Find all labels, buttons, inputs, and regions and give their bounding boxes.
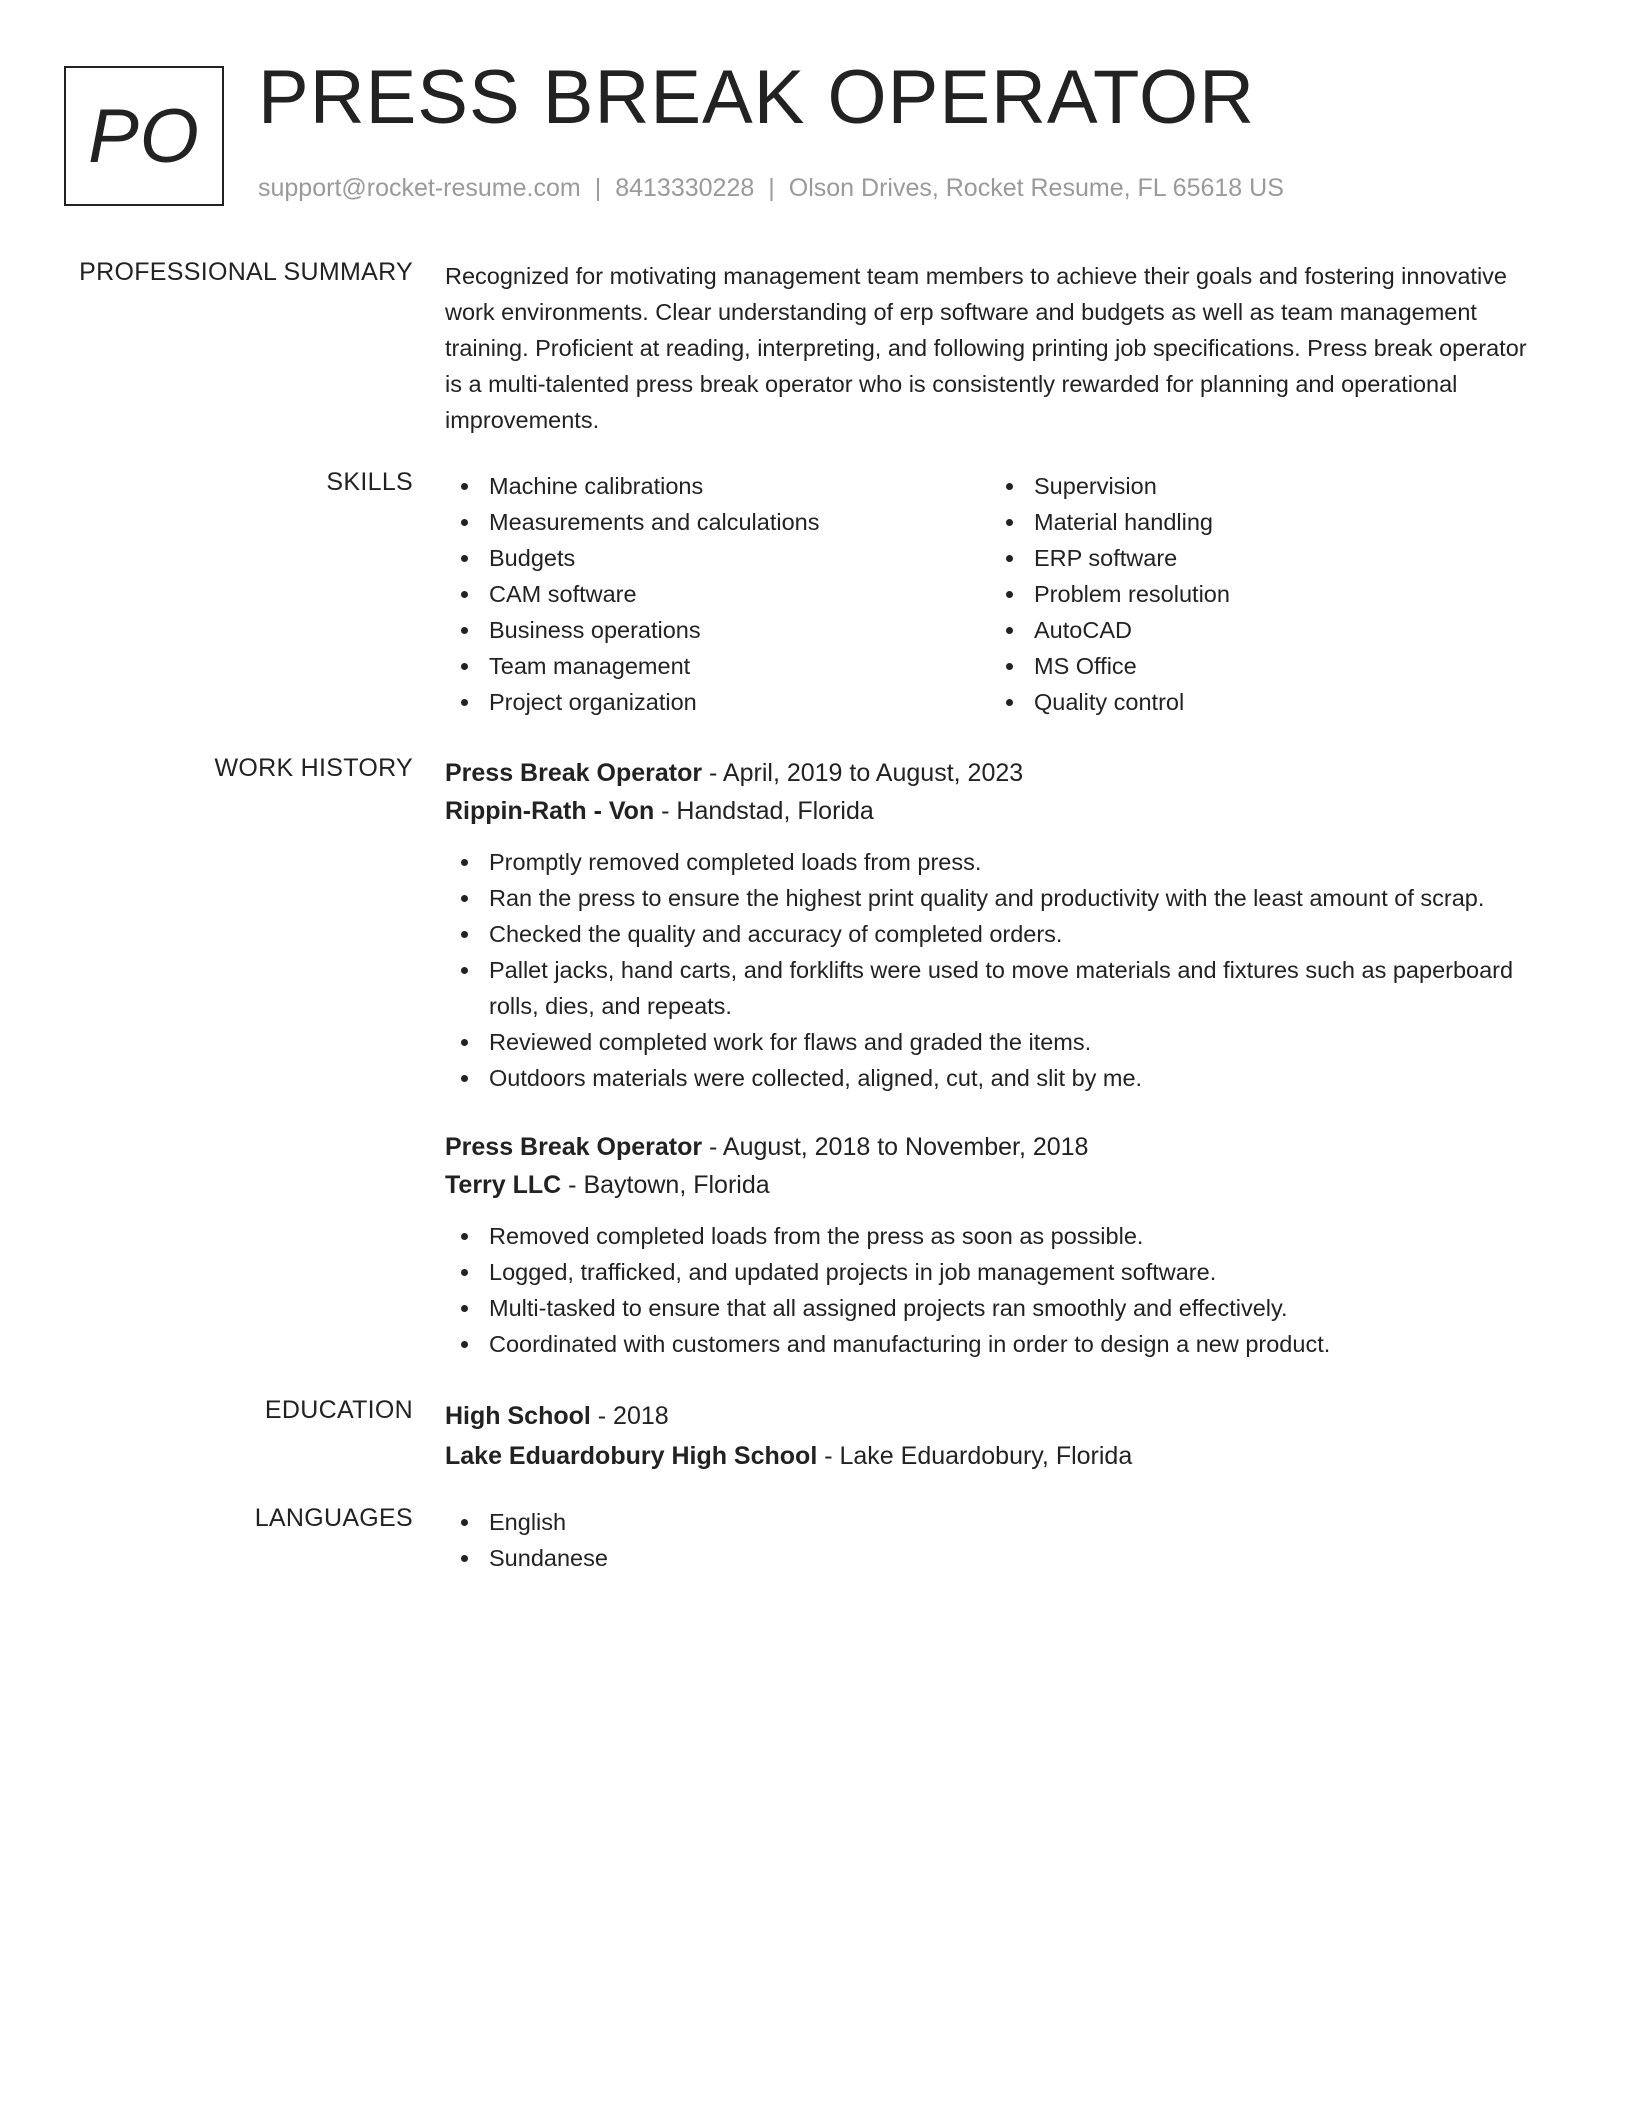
skill-item: Project organization bbox=[445, 684, 985, 720]
education-school: Lake Eduardobury High School bbox=[445, 1442, 818, 1470]
job-company-line bbox=[445, 1166, 1545, 1204]
job-bullet: Coordinated with customers and manufacturing in order to design a new product. bbox=[445, 1326, 1545, 1362]
job-bullet: Reviewed completed work for flaws and graded the items. bbox=[445, 1024, 1545, 1060]
monogram-badge bbox=[64, 66, 224, 206]
section-label-education: EDUCATION bbox=[264, 1396, 413, 1424]
job-title-line bbox=[445, 1128, 1545, 1166]
job-bullet: Removed completed loads from the press as soon as possible. bbox=[445, 1218, 1545, 1254]
skills-list-left bbox=[445, 468, 985, 720]
job-dates: - April, 2019 to August, 2023 bbox=[702, 759, 1024, 787]
languages-list bbox=[445, 1504, 1545, 1576]
job-company: Terry LLC bbox=[445, 1171, 562, 1199]
job-title-line bbox=[445, 754, 1545, 792]
skill-item: MS Office bbox=[990, 648, 1530, 684]
education-year: - 2018 bbox=[590, 1402, 669, 1430]
skill-item: AutoCAD bbox=[990, 612, 1530, 648]
education-degree: High School bbox=[445, 1402, 591, 1430]
education-degree-line bbox=[445, 1396, 1545, 1436]
job-title: Press Break Operator bbox=[445, 759, 703, 787]
education-location: - Lake Eduardobury, Florida bbox=[817, 1442, 1133, 1470]
job-bullet: Pallet jacks, hand carts, and forklifts were used to move materials and fixtures such as paperboard rolls, dies, and repeats. bbox=[445, 952, 1545, 1024]
skill-item: ERP software bbox=[990, 540, 1530, 576]
job-company-line bbox=[445, 792, 1545, 830]
contact-line bbox=[258, 174, 1284, 203]
language-item: English bbox=[445, 1504, 1545, 1540]
job-bullets bbox=[445, 1218, 1545, 1362]
job-bullet: Checked the quality and accuracy of completed orders. bbox=[445, 916, 1545, 952]
job-bullet: Multi-tasked to ensure that all assigned projects ran smoothly and effectively. bbox=[445, 1290, 1545, 1326]
monogram-initials: PO bbox=[88, 93, 200, 179]
contact-phone: 8413330228 bbox=[615, 174, 755, 202]
job-title: Press Break Operator bbox=[445, 1133, 703, 1161]
skill-item: CAM software bbox=[445, 576, 985, 612]
skill-item: Supervision bbox=[990, 468, 1530, 504]
skill-item: Problem resolution bbox=[990, 576, 1530, 612]
skill-item: Quality control bbox=[990, 684, 1530, 720]
candidate-name: PRESS BREAK OPERATOR bbox=[258, 55, 1256, 140]
job-dates: - August, 2018 to November, 2018 bbox=[702, 1133, 1089, 1161]
summary-body bbox=[445, 258, 1545, 438]
contact-separator: | bbox=[594, 174, 602, 202]
skill-item: Team management bbox=[445, 648, 985, 684]
contact-email: support@rocket-resume.com bbox=[258, 174, 581, 202]
work-history-body bbox=[445, 754, 1545, 1362]
section-label-work-history: WORK HISTORY bbox=[214, 754, 413, 782]
language-item: Sundanese bbox=[445, 1540, 1545, 1576]
job-entry bbox=[445, 754, 1545, 1096]
job-bullet: Ran the press to ensure the highest print quality and productivity with the least amount of scrap. bbox=[445, 880, 1545, 916]
section-label-languages: LANGUAGES bbox=[254, 1504, 413, 1532]
education-body bbox=[445, 1396, 1545, 1476]
job-bullet: Promptly removed completed loads from press. bbox=[445, 844, 1545, 880]
skills-list-right bbox=[990, 468, 1530, 720]
job-entry bbox=[445, 1128, 1545, 1362]
skill-item: Measurements and calculations bbox=[445, 504, 985, 540]
contact-separator: | bbox=[768, 174, 775, 202]
job-location: - Baytown, Florida bbox=[561, 1171, 770, 1199]
skill-item: Budgets bbox=[445, 540, 985, 576]
section-label-skills: SKILLS bbox=[326, 468, 413, 496]
education-school-line bbox=[445, 1436, 1545, 1476]
job-bullet: Outdoors materials were collected, aligned, cut, and slit by me. bbox=[445, 1060, 1545, 1096]
languages-body bbox=[445, 1504, 1545, 1576]
skill-item: Material handling bbox=[990, 504, 1530, 540]
summary-text: Recognized for motivating management team members to achieve their goals and fostering innovative work environments. Clear understanding of erp software and budgets as well as team management training. Proficient at reading, interpreting, and following printing job specifications. Press break operator is a multi-talented press break operator who is consistently rewarded for planning and operational improvements. bbox=[445, 263, 1527, 433]
skill-item: Machine calibrations bbox=[445, 468, 985, 504]
job-bullets bbox=[445, 844, 1545, 1096]
job-company: Rippin-Rath - Von bbox=[445, 797, 655, 825]
job-location: - Handstad, Florida bbox=[654, 797, 874, 825]
contact-address: Olson Drives, Rocket Resume, FL 65618 US bbox=[788, 174, 1284, 202]
skill-item: Business operations bbox=[445, 612, 985, 648]
section-label-summary: PROFESSIONAL SUMMARY bbox=[79, 258, 413, 286]
job-bullet: Logged, trafficked, and updated projects in job management software. bbox=[445, 1254, 1545, 1290]
